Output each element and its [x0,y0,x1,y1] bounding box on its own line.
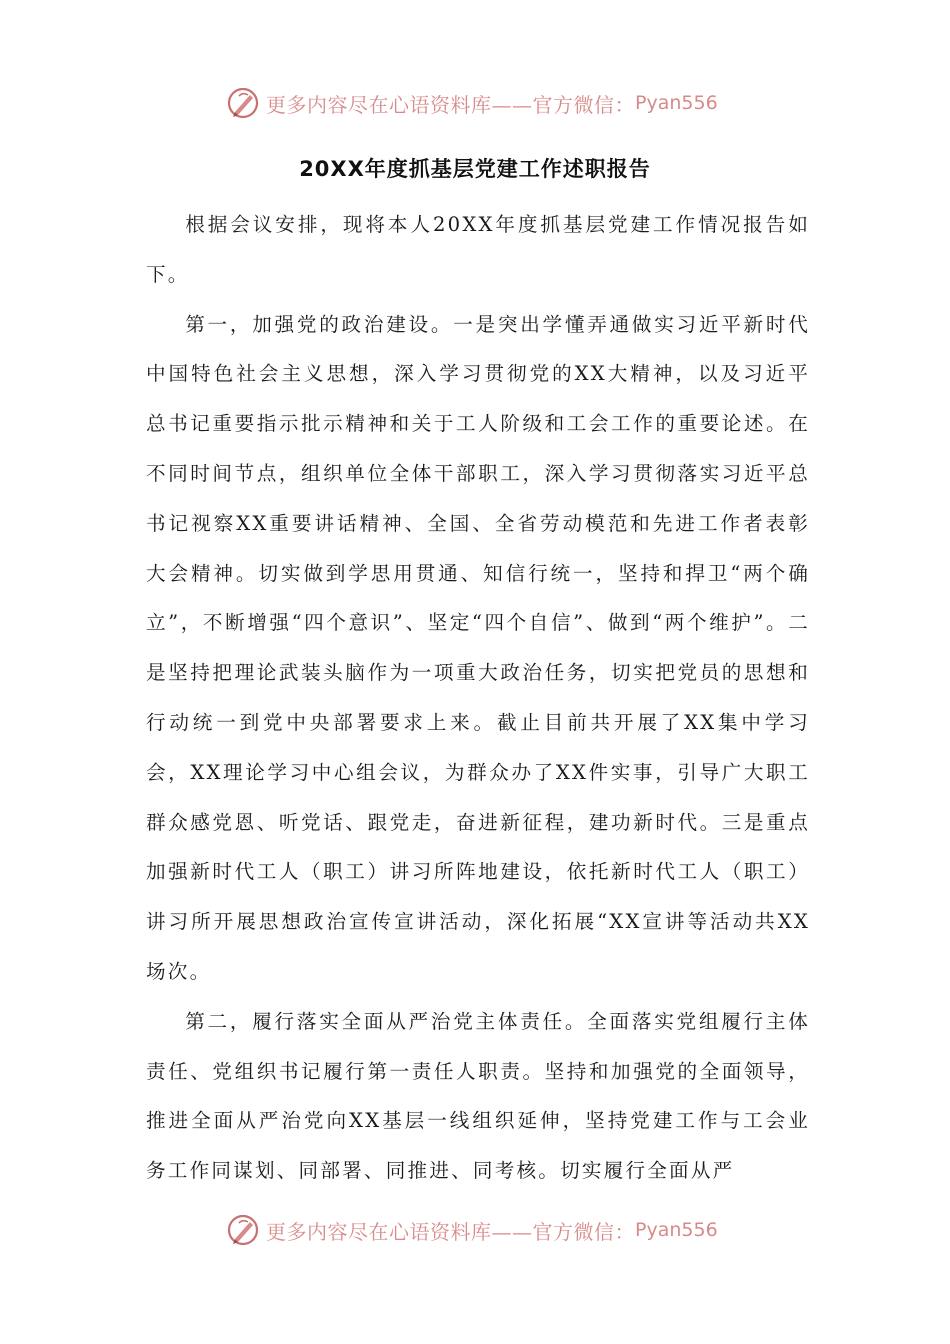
watermark-wechat-id: Pyan556 [635,92,718,114]
watermark-header [226,83,726,123]
watermark-text: 更多内容尽在心语资料库——官方微信： [266,92,635,117]
watermark-text: 更多内容尽在心语资料库——官方微信： [266,1219,635,1244]
paragraph-political-construction: 第一，加强党的政治建设。一是突出学懂弄通做实习近平新时代中国特色社会主义思想，深入学习贯彻党的XX大精神，以及习近平总书记重要指示批示精神和关于工人阶级和工会工作的重要论述。在不同时间节点，组织单位全体干部职工，深入学习贯彻落实习近平总书记视察XX重要讲话精神、全国、全省劳动模范和先进工作者表彰大会精神。切实做到学思用贯通、知信行统一，坚持和捍卫“两个确立”，不断增强“四个意识”、坚定“四个自信”、做到“两个维护”。二是坚持把理论武装头脑作为一项重大政治任务，切实把党员的思想和行动统一到党中央部署要求上来。截止目前共开展了XX集中学习会，XX理论学习中心组会议，为群众办了XX件实事，引导广大职工群众感党恩、听党话、跟党走，奋进新征程，建功新时代。三是重点加强新时代工人（职工）讲习所阵地建设，依托新时代工人（职工）讲习所开展思想政治宣传宣讲活动，深化拓展“XX宣讲等活动共XX场次。 [146,312,810,983]
watermark-wechat-id: Pyan556 [635,1219,718,1241]
pen-logo-icon [226,86,260,120]
document-body [146,200,810,1196]
paragraph-intro: 根据会议安排，现将本人20XX年度抓基层党建工作情况报告如下。 [146,213,810,286]
watermark-footer [226,1210,726,1250]
pen-logo-icon [226,1213,260,1247]
paragraph-responsibility: 第二，履行落实全面从严治党主体责任。全面落实党组履行主体责任、党组织书记履行第一责任人职责。坚持和加强党的全面领导，推进全面从严治党向XX基层一线组织延伸，坚持党建工作与工会业务工作同谋划、同部署、同推进、同考核。切实履行全面从严 [146,1009,810,1183]
document-title: 20XX年度抓基层党建工作述职报告 [299,157,651,181]
